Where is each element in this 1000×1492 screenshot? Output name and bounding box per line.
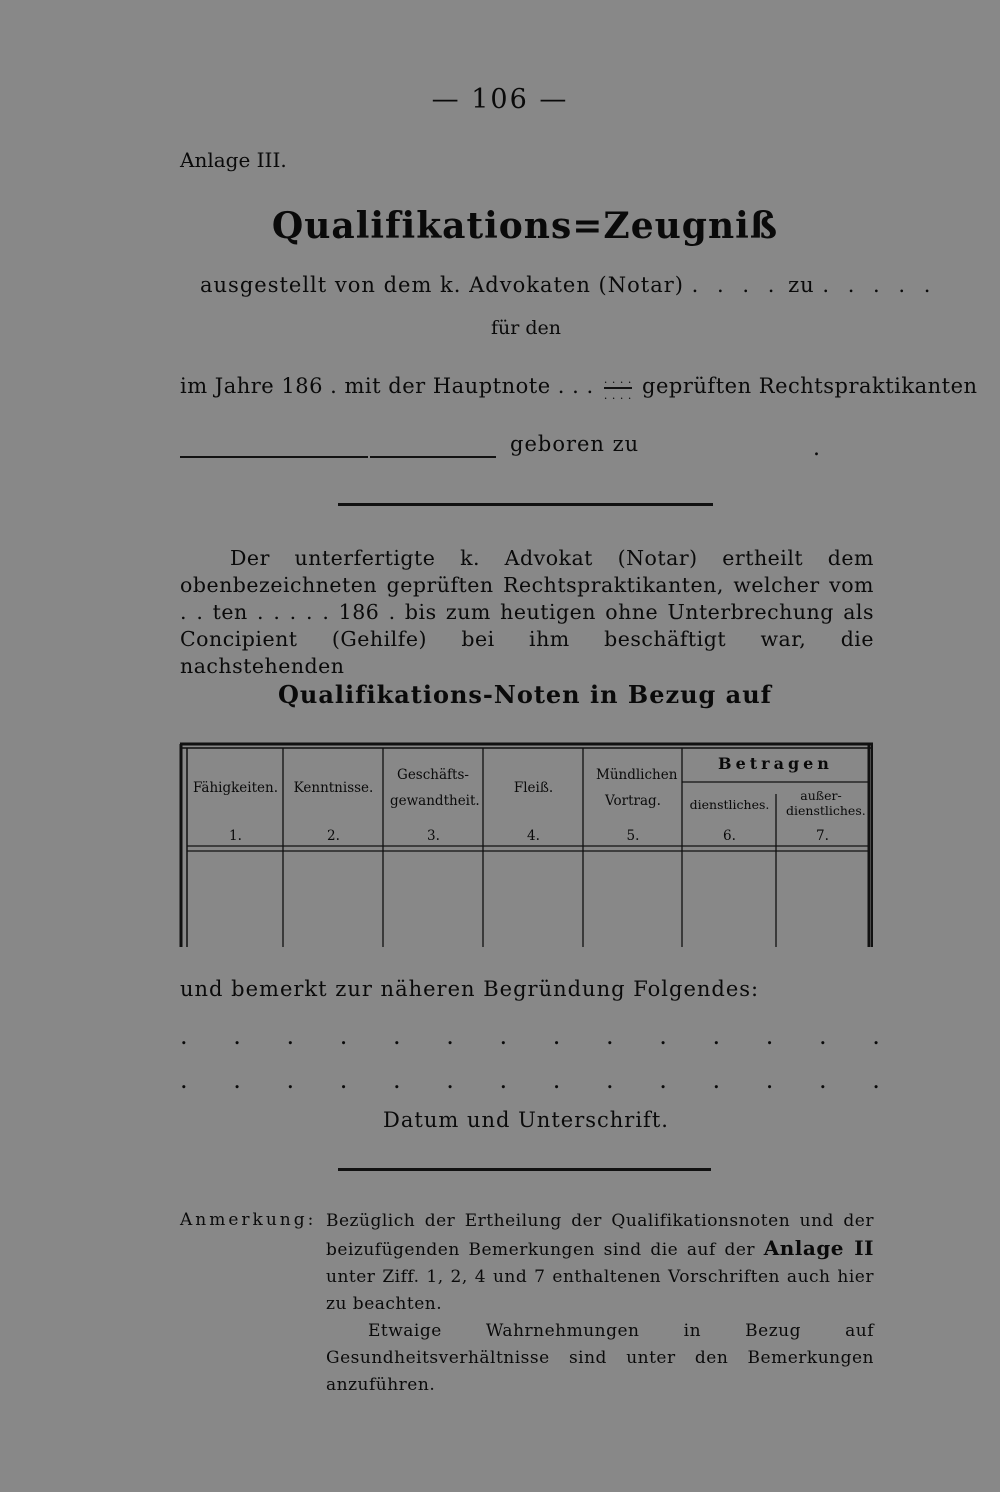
note-bold-reference: Anlage II [763,1236,874,1260]
column-header: Fähigkeiten. [192,780,279,796]
grades-table [178,742,875,947]
column-number: 4. [527,828,540,844]
note-text-2: unter Ziff. 1, 2, 4 und 7 enthaltenen Vorschriften auch hier zu beachten. [326,1267,874,1314]
column-number: 7. [816,828,829,844]
year-line-after: geprüften Rechtspraktikanten [642,374,978,398]
fraction-top: . . . . [603,372,632,386]
dotted-fill-row: . . . . . . . . . . . . . . [180,1022,880,1050]
column-number: 3. [427,828,440,844]
column-number: 1. [229,828,242,844]
issued-text: ausgestellt von dem k. Advokaten (Notar) [200,273,684,297]
notes-heading: Qualifikations-Noten in Bezug auf [277,680,772,709]
name-blank-line [370,456,496,458]
note-text-3: Etwaige Wahrnehmungen in Bezug auf Gesundheitsverhältnisse sind unter den Bemerkungen anzuführen. [326,1321,874,1395]
issued-to: zu [788,273,815,297]
born-text: geboren zu [510,432,640,456]
column-header: Fleiß. [513,780,554,796]
born-dot: . [813,436,820,461]
body-paragraph [180,545,874,680]
separator-rule [338,503,713,506]
page-title: Qualifikations=Zeugniß [271,205,779,247]
paragraph-text: Der unterfertigte k. Advokat (Notar) ertheilt dem obenbezeichneten geprüften Rechtspraktikanten, welcher vom . . ten . . . . . 186 . bis zum heutigen ohne Unterbrechung als Concipient (Gehilfe) bei ihm beschäftigt war, die nachstehenden [180,546,874,678]
note-text [326,1208,874,1399]
dotted-fill-row: . . . . . . . . . . . . . . [180,1066,880,1094]
remarks-line: und bemerkt zur näheren Begründung Folgendes: [180,977,760,1001]
appendix-label: Anlage III. [180,148,287,172]
column-number: 6. [723,828,736,844]
separator-rule [338,1168,711,1171]
year-line [180,374,978,401]
column-header: außer-dienstliches. [786,788,866,818]
group-header: Betragen [718,754,833,773]
page-number: — 106 — [431,84,569,115]
column-header: dienstliches. [689,797,770,812]
fraction-bottom: . . . . [603,388,632,402]
date-signature-label: Datum und Unterschrift. [383,1108,669,1132]
issued-dots-1: . . . . [691,273,781,297]
year-line-fraction [603,372,632,402]
name-blank-line [180,456,368,458]
column-header: Geschäfts-gewandtheit. [390,767,480,809]
issued-dots-2: . . . . . [822,273,937,297]
column-number: 2. [327,828,340,844]
note-text-1: Bezüglich der Ertheilung der Qualifikationsnoten und der beizufügenden Bemerkungen sind die auf der [326,1211,874,1260]
note-label: Anmerkung: [180,1210,317,1230]
year-line-before: im Jahre 186 . mit der Hauptnote . . . [180,374,594,398]
column-header: Mündlichen Vortrag. [596,767,678,809]
column-number: 5. [626,828,640,844]
column-header: Kenntnisse. [293,780,374,796]
issued-line [200,273,936,297]
for-the-line: für den [490,317,562,339]
